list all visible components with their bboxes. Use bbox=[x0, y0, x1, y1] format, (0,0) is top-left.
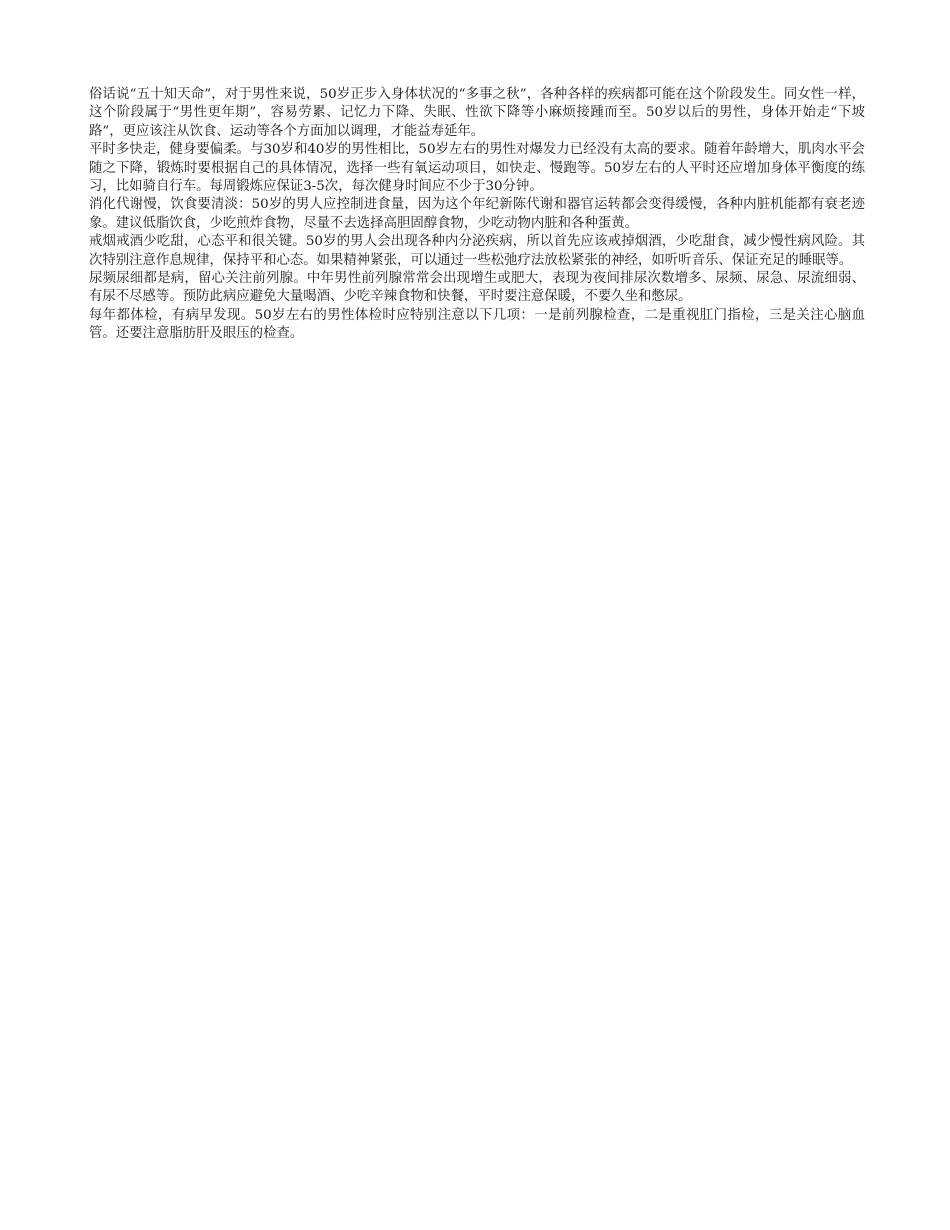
document-body bbox=[89, 86, 865, 344]
paragraph-checkup: 每年都体检，有病早发现。50岁左右的男性体检时应特别注意以下几项：一是前列腺检查，二是重视肛门指检，三是关注心脑血管。还要注意脂肪肝及眼压的检查。 bbox=[89, 307, 865, 342]
paragraph-lifestyle: 戒烟戒酒少吃甜，心态平和很关键。50岁的男人会出现各种内分泌疾病，所以首先应该戒掉烟酒，少吃甜食，减少慢性病风险。其次特别注意作息规律，保持平和心态。如果精神紧张，可以通过一些松弛疗法放松紧张的神经，如听听音乐、保证充足的睡眠等。 bbox=[89, 234, 865, 268]
paragraph-intro: 俗话说“五十知天命”，对于男性来说，50岁正步入身体状况的“多事之秋”，各种各样的疾病都可能在这个阶段发生。同女性一样，这个阶段属于“男性更年期”，容易劳累、记忆力下降、失眠、性欲下降等小麻烦接踵而至。50岁以后的男性，身体开始走“下坡路”，更应该注从饮食、运动等各个方面加以调理，才能益寿延年。 bbox=[89, 87, 865, 139]
paragraph-prostate: 尿频尿细都是病，留心关注前列腺。中年男性前列腺常常会出现增生或肥大，表现为夜间排尿次数增多、尿频、尿急、尿流细弱、有尿不尽感等。预防此病应避免大量喝酒、少吃辛辣食物和快餐，平时要注意保暖，不要久坐和憋尿。 bbox=[89, 271, 865, 305]
paragraph-exercise: 平时多快走，健身要偏柔。与30岁和40岁的男性相比，50岁左右的男性对爆发力已经没有太高的要求。随着年龄增大，肌肉水平会随之下降，锻炼时要根据自己的具体情况，选择一些有氧运动项目，如快走、慢跑等。50岁左右的人平时还应增加身体平衡度的练习，比如骑自行车。每周锻炼应保证3-5次，每次健身时间应不少于30分钟。 bbox=[89, 142, 865, 195]
paragraph-diet: 消化代谢慢，饮食要清淡：50岁的男人应控制进食量，因为这个年纪新陈代谢和器官运转都会变得缓慢，各种内脏机能都有衰老迹象。建议低脂饮食，少吃煎炸食物，尽量不去选择高胆固醇食物，少吃动物内脏和各种蛋黄。 bbox=[89, 197, 865, 231]
